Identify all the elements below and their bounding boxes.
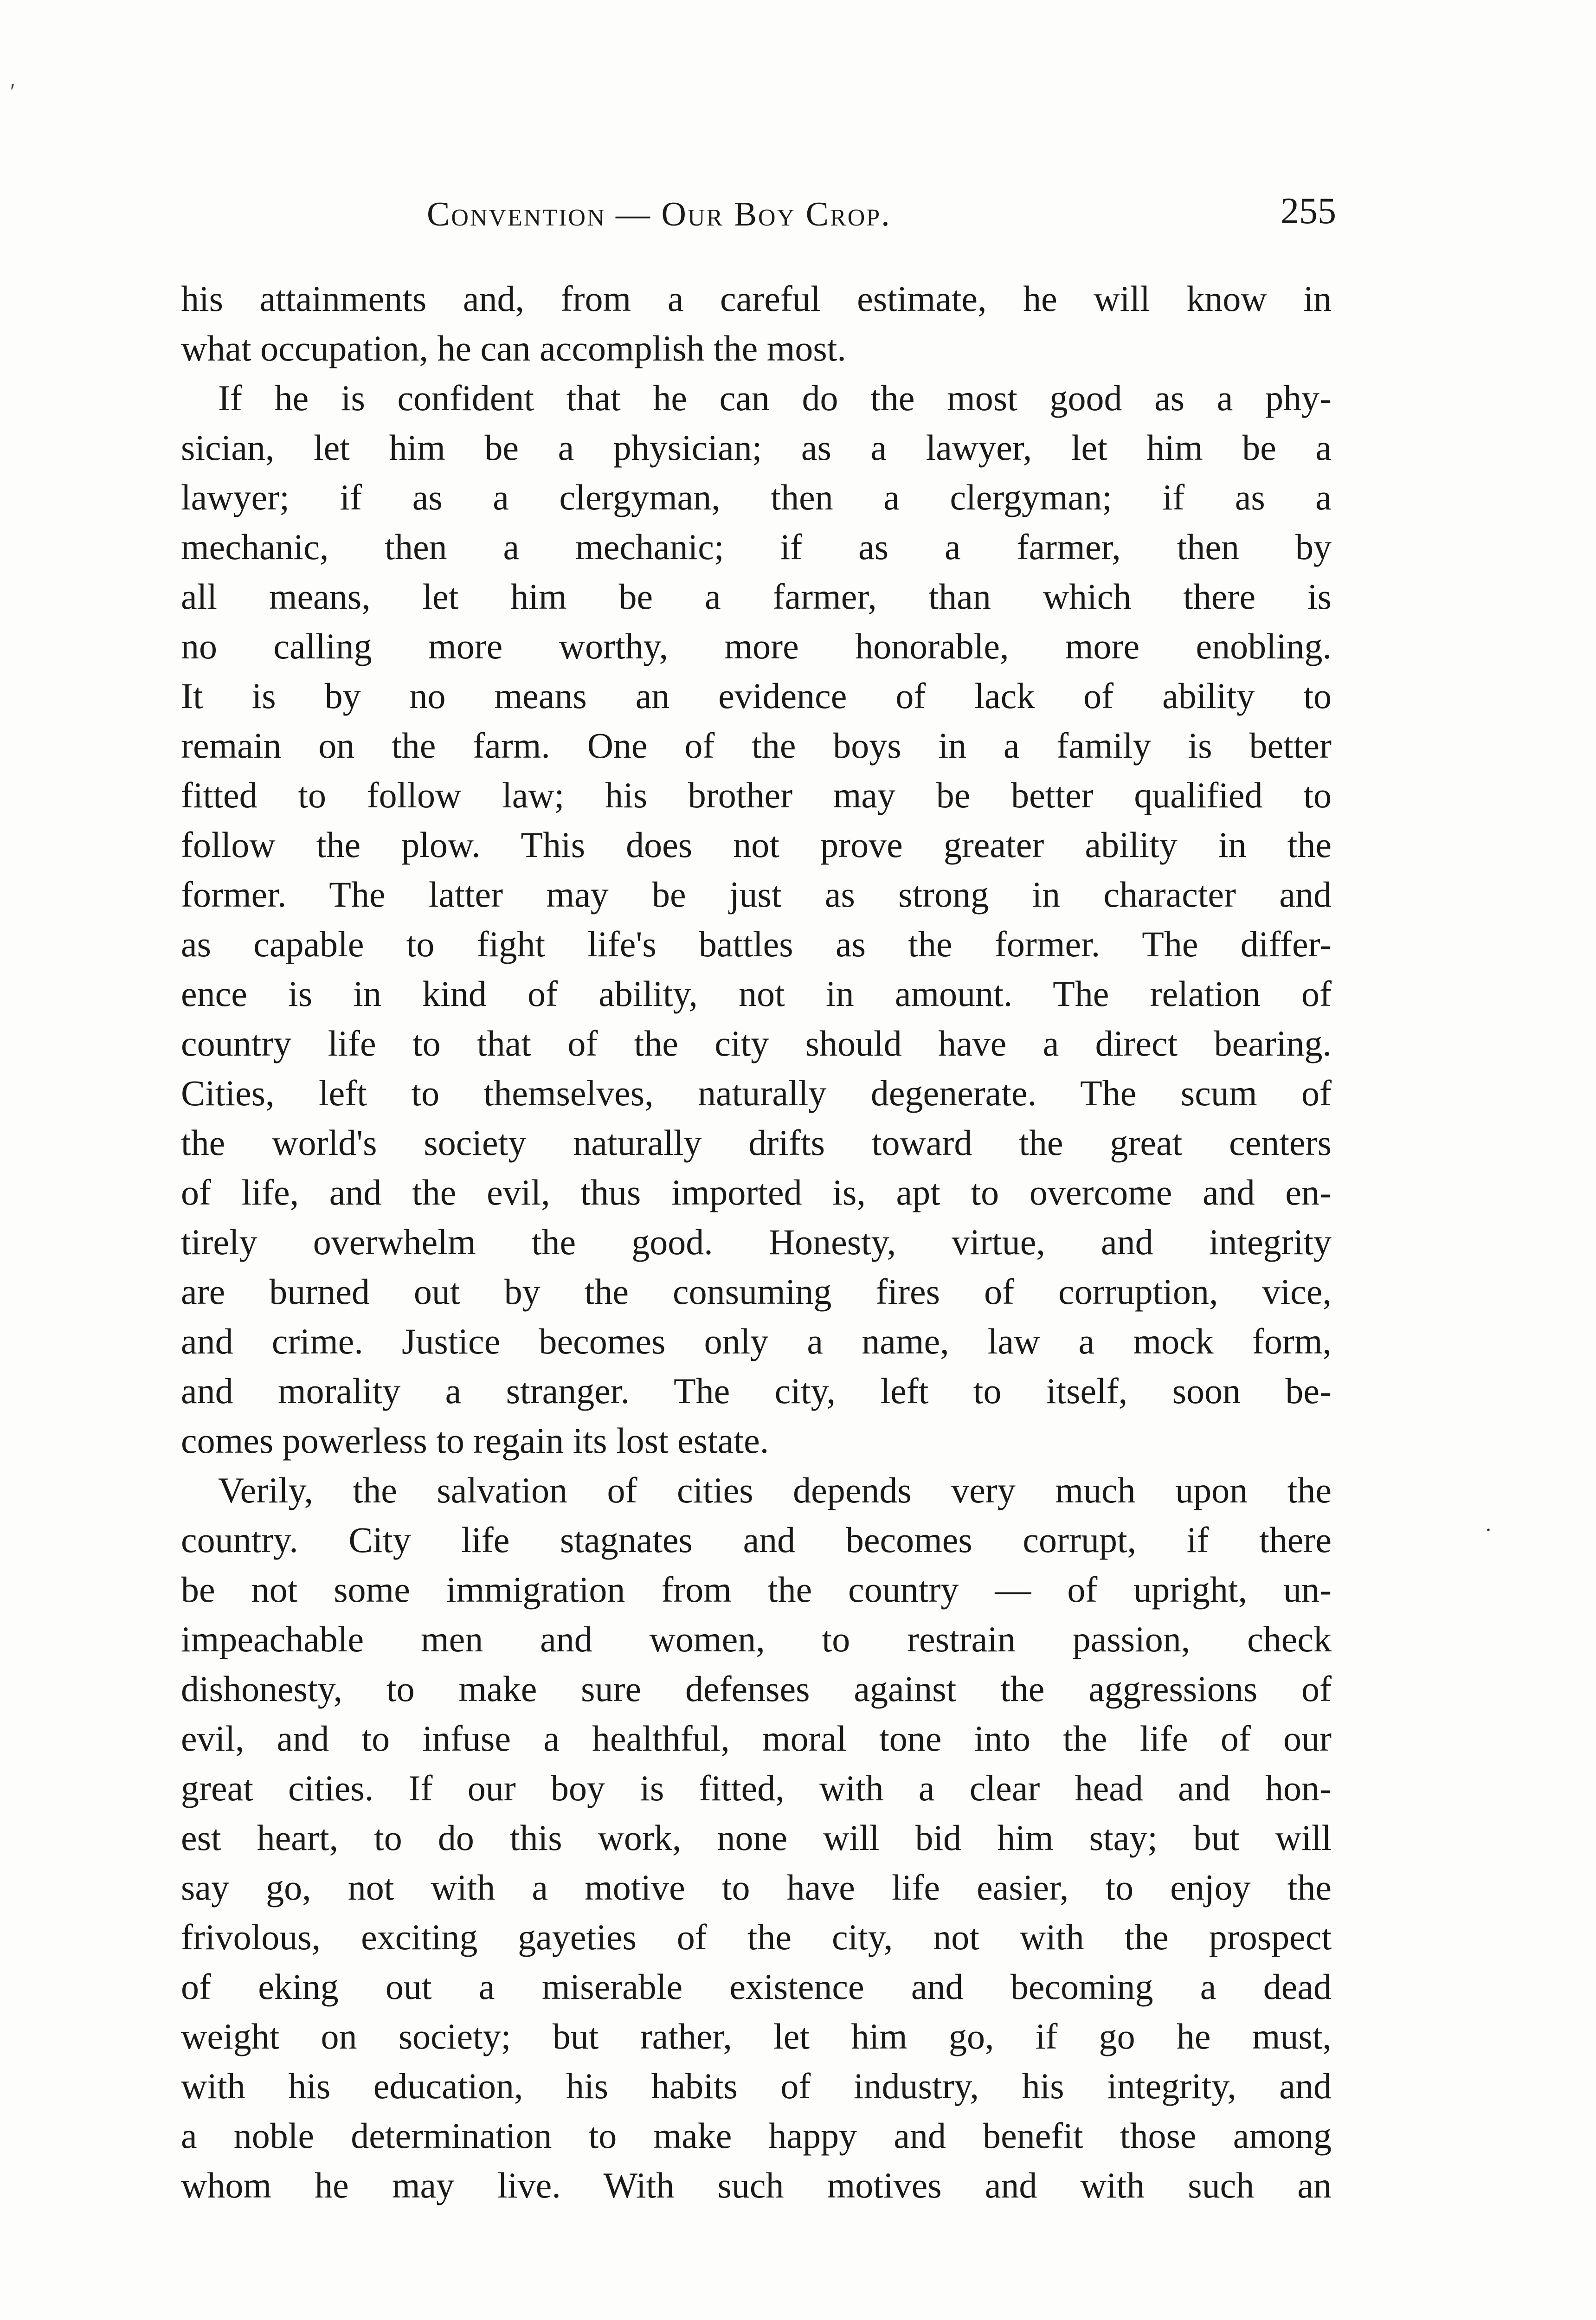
stray-dot: ·: [1485, 1518, 1492, 1542]
text-line: whom he may live. With such motives and with such an: [181, 2165, 1332, 2205]
text-line: and morality a stranger. The city, left to itself, soon be-: [181, 1371, 1332, 1411]
text-line: country. City life stagnates and becomes corrupt, if there: [181, 1520, 1332, 1560]
text-line: are burned out by the consuming fires of corruption, vice,: [181, 1271, 1332, 1312]
page-header: [427, 190, 1336, 241]
text-line: est heart, to do this work, none will bid him stay; but will: [181, 1817, 1332, 1858]
text-line: lawyer; if as a clergyman, then a clergyman; if as a: [181, 477, 1332, 517]
text-line: of eking out a miserable existence and becoming a dead: [181, 1966, 1332, 2007]
text-line: and crime. Justice becomes only a name, law a mock form,: [181, 1321, 1332, 1361]
text-line: impeachable men and women, to restrain passion, check: [181, 1619, 1332, 1659]
paragraph: [181, 373, 1332, 1465]
running-title: Convention — Our Boy Crop.: [427, 195, 891, 233]
text-line: tirely overwhelm the good. Honesty, virtue, and integrity: [181, 1222, 1332, 1262]
text-line: all means, let him be a farmer, than which there is: [181, 576, 1332, 617]
text-line: as capable to fight life's battles as the former. The differ-: [181, 924, 1332, 964]
text-line: be not some immigration from the country — of upright, un-: [181, 1569, 1332, 1610]
text-line: Verily, the salvation of cities depends very much upon the: [218, 1470, 1332, 1510]
text-line: It is by no means an evidence of lack of ability to: [181, 676, 1332, 716]
text-line: sician, let him be a physician; as a lawyer, let him be a: [181, 427, 1332, 468]
text-line: say go, not with a motive to have life easier, to enjoy the: [181, 1867, 1332, 1908]
text-line: follow the plow. This does not prove greater ability in the: [181, 825, 1332, 865]
text-line: mechanic, then a mechanic; if as a farmer, then by: [181, 527, 1332, 567]
paragraph: [181, 1465, 1332, 2210]
text-line: with his education, his habits of industry, his integrity, and: [181, 2066, 1332, 2106]
text-line: dishonesty, to make sure defenses against the aggressions of: [181, 1669, 1332, 1709]
text-line: evil, and to infuse a healthful, moral tone into the life of our: [181, 1718, 1332, 1759]
page-number: 255: [1281, 191, 1336, 232]
paragraph: [181, 274, 1332, 373]
text-line: frivolous, exciting gayeties of the city, not with the prospect: [181, 1917, 1332, 1957]
text-line: no calling more worthy, more honorable, more enobling.: [181, 626, 1332, 666]
text-line: If he is confident that he can do the most good as a phy-: [218, 378, 1332, 418]
text-line: country life to that of the city should have a direct bearing.: [181, 1023, 1332, 1063]
text-line: remain on the farm. One of the boys in a family is better: [181, 725, 1332, 766]
text-line: former. The latter may be just as strong in character and: [181, 874, 1332, 915]
text-line: the world's society naturally drifts toward the great centers: [181, 1122, 1332, 1163]
body-text: [181, 274, 1332, 2223]
stray-mark: ′: [10, 79, 15, 104]
text-line: ence is in kind of ability, not in amount. The relation of: [181, 973, 1332, 1014]
text-line: his attainments and, from a careful estimate, he will know in: [181, 278, 1332, 319]
text-line: a noble determination to make happy and benefit those among: [181, 2115, 1332, 2156]
text-line: weight on society; but rather, let him go, if go he must,: [181, 2016, 1332, 2056]
text-line: comes powerless to regain its lost estate.: [181, 1420, 769, 1461]
text-line: Cities, left to themselves, naturally degenerate. The scum of: [181, 1073, 1332, 1113]
text-line: great cities. If our boy is fitted, with a clear head and hon-: [181, 1768, 1332, 1808]
text-line: fitted to follow law; his brother may be better qualified to: [181, 775, 1332, 815]
text-line: of life, and the evil, thus imported is, apt to overcome and en-: [181, 1172, 1332, 1212]
text-line: what occupation, he can accomplish the most.: [181, 328, 846, 368]
